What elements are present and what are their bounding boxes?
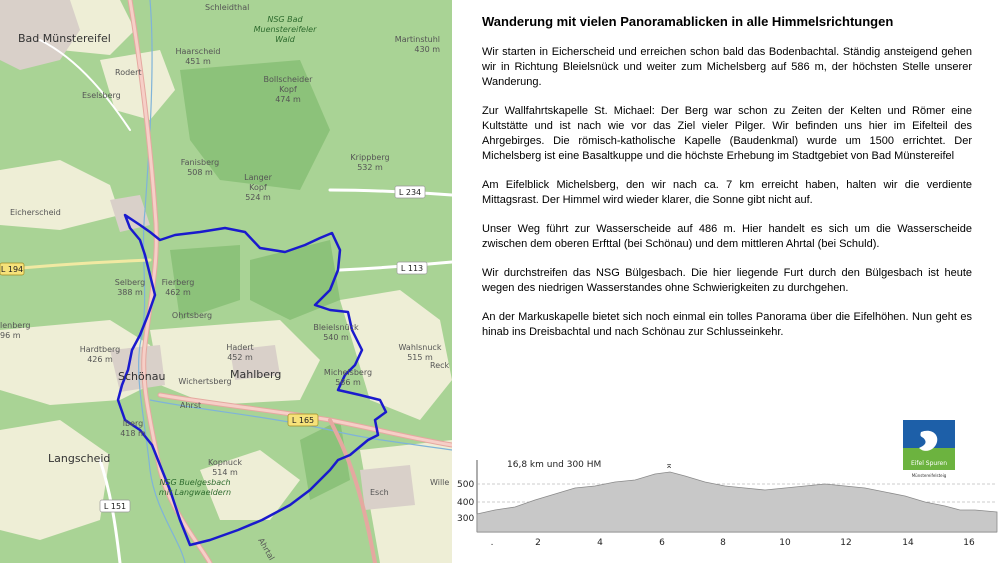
label-ahrsteig: Ahrst [180,401,202,410]
label-nsg-buel-2: mit Langwaeldern [158,488,232,497]
label-fierberg: Fierberg [161,278,195,287]
label-bleielsnueck-elev: 540 m [323,333,349,342]
profile-y-tick-300: 300 [457,514,475,524]
label-schleidthal: Schleidthal [205,3,250,12]
logo-sub-text: Münstereifelsteig [911,473,947,478]
label-martinstuhl: Martinstuhl [394,35,440,44]
label-schoenau: Schönau [118,370,166,383]
label-hardtberg: Hardtberg [79,345,121,354]
label-wille: Wille [430,478,450,487]
label-wichertsberg: Wichertsberg [178,377,232,386]
page-title: Wanderung mit vielen Panoramablicken in alle Himmelsrichtungen [482,14,894,29]
map[interactable] [0,0,452,563]
label-haarscheid: Haarscheid [175,47,221,56]
description-panel [482,14,972,354]
road-label-l165: L 165 [291,416,315,425]
road-label-l151: L 151 [103,502,127,511]
label-krippberg: Krippberg [350,153,390,162]
label-wahlsnuck: Wahlsnuck [398,343,442,352]
label-michelsberg-elev: 586 m [335,378,361,387]
label-langer-elev: 524 m [245,193,271,202]
label-hardtberg-elev: 426 m [87,355,113,364]
label-eicherscheid: Eicherscheid [10,208,61,217]
logo-brand-text: Eifel Spuren [910,460,948,467]
road-label-l113: L 113 [400,264,424,273]
label-reck: Reck [430,361,450,370]
profile-x-tick-14: 14 [902,538,914,548]
label-nsg-wald-2: Muenstereifeler [253,25,317,34]
label-lberg: lberg [122,419,144,428]
label-lberg-elev: 418 m [120,429,146,438]
label-eselsberg: Eselsberg [82,91,121,100]
paragraph-rest: Am Eifelblick Michelsberg, den wir nach ca. 7 km erreicht haben, halten wir die verdiente Mittagsrast. Der Himmel wird wieder klarer, die Sonne gibt nicht auf. [482,179,972,206]
road-label-l194: L 194 [0,265,24,274]
label-hadert-elev: 452 m [227,353,253,362]
paragraph-markuskapelle: An der Markuskapelle bietet sich noch einmal ein tolles Panorama über die Eifelhöhen. Nun geht es hinab ins Dreisbachtal und nach Schönau zur Schlusseinkehr. [482,311,972,338]
paragraph-chapel: Zur Wallfahrtskapelle St. Michael: Der Berg war schon zu Zeiten der Kelten und Römer eine Kultstätte und ist nach wie vor das Ziel vieler Pilger. Wir befinden uns hier im Eifelteil des Ahrgebirges. Die römisch-katholische Kapelle (Baudenkmal) wurde um 1500 errichtet. Der Michelsberg ist eine Basaltkuppe und die höchste Erhebung im Stadtgebiet von Bad Münstereifel [482,105,972,162]
paragraph-start: Wir starten in Eicherscheid und erreichen schon bald das Bodenbachtal. Ständig ansteigend gehen wir in Richtung Bleielsnück und weiter zum Michelsberg auf 586 m, der höchsten Stelle unserer Wanderung. [482,46,972,88]
label-bollscheider-2: Kopf [279,85,297,94]
label-martinstuhl-elev: 430 m [414,45,440,54]
profile-summit-marker-icon: ⌅ [665,461,673,471]
profile-x-tick-16: 16 [963,538,975,548]
label-langer-2: Kopf [249,183,267,192]
label-kopnuck-elev: 514 m [212,468,238,477]
elevation-profile [455,452,1000,563]
profile-x-tick-2: 2 [535,538,541,548]
profile-y-tick-500: 500 [457,480,475,490]
paragraph-nsg: Wir durchstreifen das NSG Bülgesbach. Die hier liegende Furt durch den Bülgesbach ist heute wegen des niedrigen Wasserstandes ohne Schwierigkeiten zu durchgehen. [482,267,972,294]
label-fanisberg-elev: 508 m [187,168,213,177]
label-ohrtsberg: Ohrtsberg [171,311,213,320]
label-ahrtal: Ahrtal [256,536,277,562]
profile-x-tick-12: 12 [840,538,852,548]
label-haarscheid-elev: 451 m [185,57,211,66]
profile-x-tick-0: . [490,538,494,548]
label-esch: Esch [370,488,389,497]
label-nsg-wald-3: Wald [275,35,295,44]
label-bollscheider-1: Bollscheider [263,75,313,84]
label-lenberg: lenberg [0,321,31,330]
label-langer-1: Langer [244,173,272,182]
paragraph-watershed: Unser Weg führt zur Wasserscheide auf 486 m. Hier handelt es sich um die Wasserscheide zwischen dem oberen Erfttal (bei Schönau) und dem mittleren Ahrtal (bei Schuld). [482,223,972,250]
label-selberg: Selberg [114,278,146,287]
label-selberg-elev: 388 m [117,288,143,297]
profile-x-tick-10: 10 [779,538,791,548]
label-mahlberg: Mahlberg [230,368,282,381]
label-bollscheider-elev: 474 m [275,95,301,104]
profile-x-tick-6: 6 [659,538,665,548]
profile-elevation-area [477,472,997,532]
label-nsg-buel-1: NSG Buelgesbach [159,478,231,487]
label-hadert: Hadert [226,343,254,352]
profile-x-tick-8: 8 [720,538,726,548]
label-wahlsnuck-elev: 515 m [407,353,433,362]
label-lenberg-elev: 96 m [0,331,21,340]
label-fanisberg: Fanisberg [180,158,220,167]
label-krippberg-elev: 532 m [357,163,383,172]
label-rodert: Rodert [115,68,142,77]
label-michelsberg: Michelsberg [323,368,373,377]
profile-y-tick-400: 400 [457,498,475,508]
road-label-l234: L 234 [398,188,422,197]
label-fierberg-elev: 462 m [165,288,191,297]
label-nsg-wald-1: NSG Bad [267,15,303,24]
label-bleielsnueck: Bleielsnück [313,323,359,332]
label-langscheid: Langscheid [48,452,111,465]
profile-summary: 16,8 km und 300 HM [507,460,602,470]
label-bad-muenstereifel: Bad Münstereifel [18,32,111,45]
profile-x-tick-4: 4 [597,538,603,548]
label-kopnuck: Kopnuck [208,458,242,467]
